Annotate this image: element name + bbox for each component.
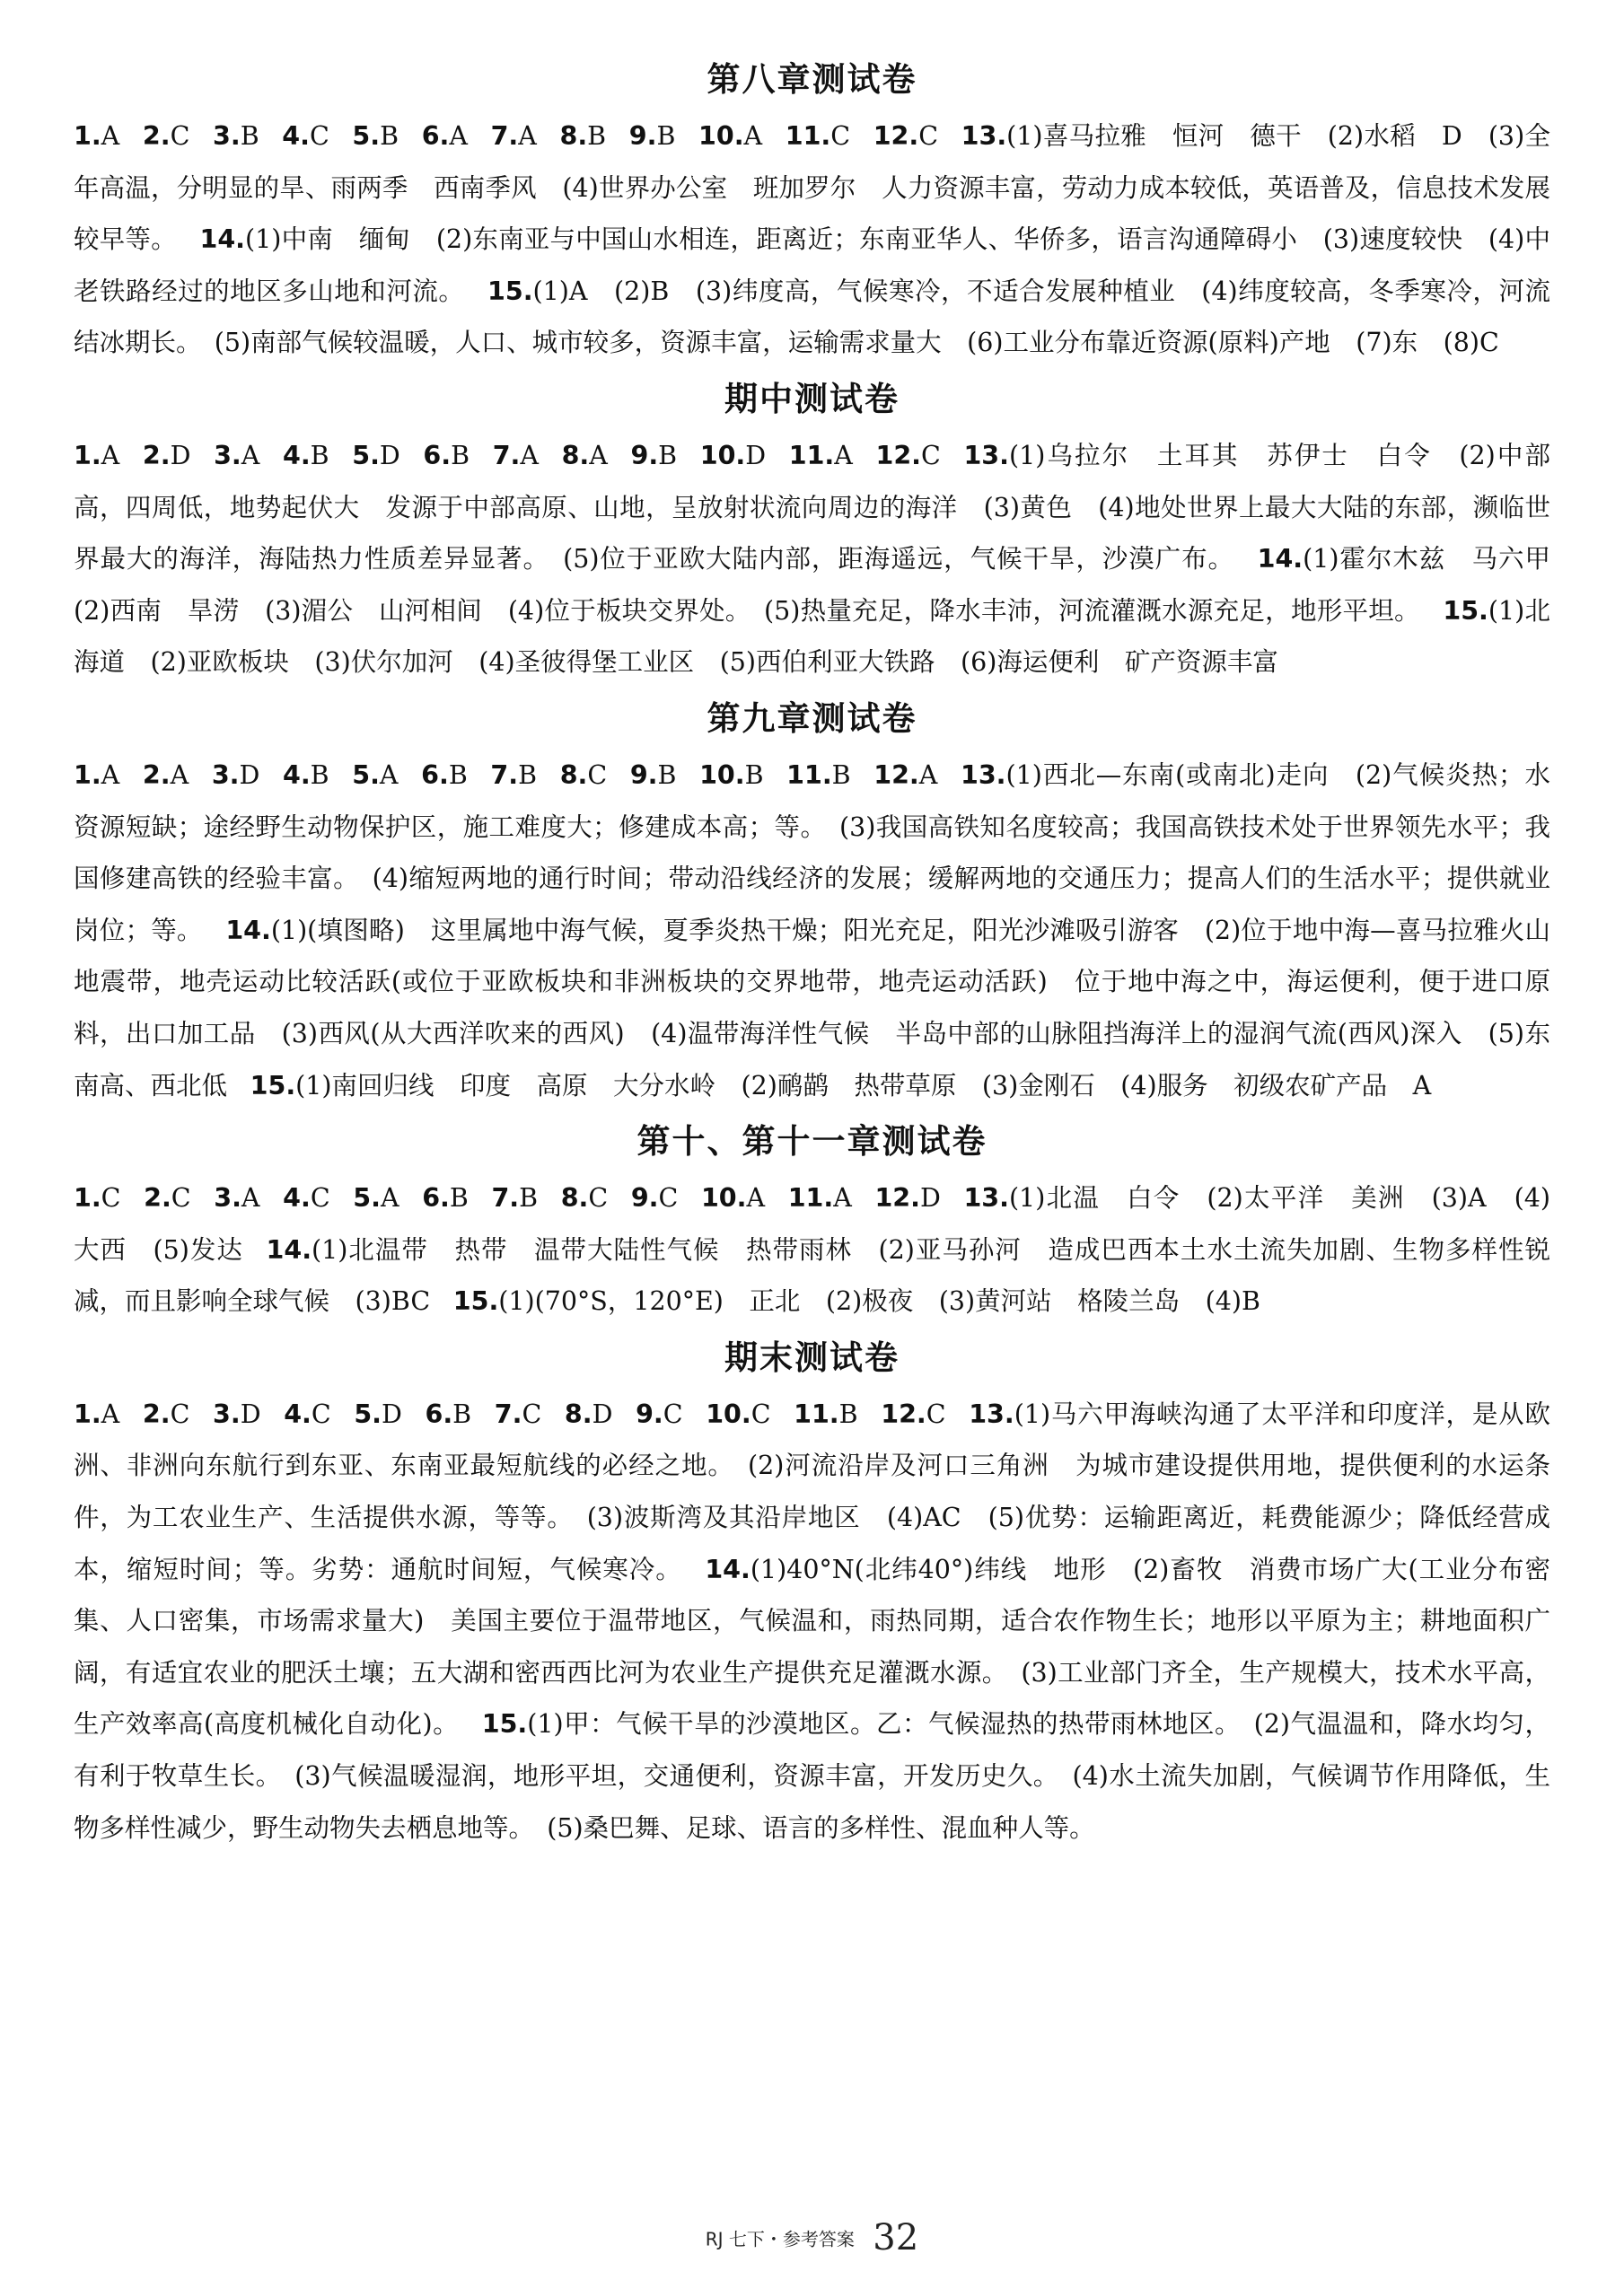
answer-item — [422, 121, 468, 151]
question-number: 10. — [706, 1399, 751, 1429]
question-number: 14. — [199, 224, 245, 255]
answer-text: B — [656, 121, 676, 151]
answer-item — [788, 1183, 852, 1213]
question-number: 12. — [881, 1399, 926, 1429]
answer-text: (1)北温 白令 (2)太平洋 美洲 (3)A (4)大西 (5)发达 — [74, 1183, 1550, 1265]
answer-item — [352, 441, 400, 470]
answer-item — [283, 760, 329, 790]
answer-text: B — [518, 759, 538, 790]
question-number: 13. — [961, 121, 1007, 151]
answer-text: (1)A (2)B (3)纬度高，气候寒冷，不适合发展种植业 (4)纬度较高，冬季寒冷，河流结冰期长。 (5)南部气候较温暖，人口、城市较多，资源丰富，运输需求量大 (6)工业分布靠近资源(原料)产地 (7)东 (8)C — [74, 276, 1550, 358]
answer-paragraph — [74, 430, 1576, 688]
question-number: 13. — [963, 440, 1009, 470]
question-number: 2. — [144, 1183, 171, 1214]
answer-text: B — [240, 121, 259, 151]
question-number: 3. — [214, 1183, 241, 1214]
answer-text: A — [518, 121, 537, 151]
question-number: 9. — [630, 440, 659, 470]
answer-item — [560, 760, 607, 790]
question-number: 4. — [283, 1183, 311, 1214]
answer-text: A — [241, 440, 260, 470]
answer-item — [74, 1183, 120, 1213]
question-number: 5. — [352, 121, 381, 151]
question-number: 3. — [211, 759, 240, 790]
question-number: 1. — [74, 759, 101, 790]
answer-text: B — [657, 759, 677, 790]
answer-text: A — [379, 759, 399, 790]
answer-item — [493, 441, 539, 470]
answer-text: C — [588, 1183, 609, 1214]
answer-item — [212, 760, 260, 790]
answer-text: (1)乌拉尔 土耳其 苏伊士 白令 (2)中部高，四周低，地势起伏大 发源于中部高原、山地，呈放射状流向周边的海洋 (3)黄色 (4)地处世界上最大大陆的东部，濒临世界最大的海洋，海陆热力性质差异显著。 (5)位于亚欧大陆内部，距海遥远，气候干旱，沙漠广布。 — [74, 440, 1550, 574]
question-number: 4. — [282, 121, 310, 151]
question-number: 1. — [74, 121, 101, 151]
question-number: 6. — [421, 121, 450, 151]
answer-item — [876, 441, 941, 470]
question-number: 6. — [425, 1399, 453, 1429]
page-number: 32 — [873, 2217, 919, 2258]
answer-text: B — [451, 440, 470, 470]
question-number: 12. — [875, 440, 921, 470]
answer-text: C — [918, 121, 939, 151]
answer-text: C — [101, 1183, 121, 1214]
answer-text: C — [311, 1399, 331, 1429]
answer-paragraph — [74, 110, 1550, 369]
answer-item — [143, 121, 189, 151]
answer-item — [631, 1183, 678, 1213]
question-number: 1. — [74, 440, 101, 470]
question-number: 4. — [282, 440, 311, 470]
question-number: 15. — [250, 1070, 296, 1101]
answer-item — [214, 441, 259, 470]
answer-text: A — [743, 121, 763, 151]
answer-text: A — [834, 440, 853, 470]
answer-text: A — [833, 1183, 852, 1214]
question-number: 2. — [142, 1399, 171, 1429]
answer-item — [354, 1399, 402, 1429]
answer-item — [282, 121, 329, 151]
answer-text: D — [240, 1399, 261, 1429]
question-number: 14. — [705, 1554, 751, 1584]
answer-text: A — [380, 1183, 399, 1214]
answer-item — [631, 441, 678, 470]
question-number: 5. — [353, 1183, 381, 1214]
question-number: 3. — [213, 1399, 241, 1429]
answer-item — [213, 1399, 261, 1429]
answer-item — [74, 1399, 119, 1429]
question-number: 1. — [74, 1399, 101, 1429]
question-number: 13. — [969, 1399, 1014, 1429]
answer-item — [706, 1399, 770, 1429]
question-number: 11. — [788, 440, 835, 470]
answer-item — [873, 121, 938, 151]
answer-paragraph — [74, 750, 1550, 1111]
question-number: 15. — [1443, 595, 1488, 626]
answer-item — [422, 1183, 469, 1213]
answer-text: A — [101, 759, 120, 790]
answer-text: A — [101, 1399, 120, 1429]
answer-text: B — [449, 1183, 469, 1214]
answer-item — [701, 1183, 765, 1213]
answer-item — [561, 1183, 608, 1213]
answer-text: (1)霍尔木兹 马六甲 (2)西南 旱涝 (3)湄公 山河相间 (4)位于板块交界处。 (5)热量充足，降水丰沛，河流灌溉水源充足，地形平坦。 — [74, 544, 1576, 626]
answer-text: D — [745, 440, 767, 470]
answer-text: D — [592, 1399, 613, 1429]
answer-text: C — [309, 121, 329, 151]
answer-text: D — [239, 759, 260, 790]
answer-item — [699, 760, 763, 790]
question-number: 11. — [785, 121, 831, 151]
question-number: 3. — [213, 121, 241, 151]
answer-item — [353, 1183, 399, 1213]
answer-text: (1)西北—东南(或南北)走向 (2)气候炎热；水资源短缺；途经野生动物保护区，施工难度大；修建成本高；等。 (3)我国高铁知名度较高；我国高铁技术处于世界领先水平；我国修建高铁的经验丰富。 (4)缩短两地的通行时间；带动沿线经济的发展；缓解两地的交通压力；提高人们的生活水平；提供就业岗位；等。 — [74, 759, 1550, 945]
question-number: 9. — [636, 1399, 663, 1429]
question-number: 6. — [421, 759, 449, 790]
answer-text: A — [746, 1183, 766, 1214]
answer-text: D — [379, 440, 400, 470]
answer-item — [700, 441, 766, 470]
answer-item — [352, 121, 399, 151]
question-number: 8. — [559, 121, 588, 151]
answer-text: A — [449, 121, 468, 151]
question-number: 5. — [352, 440, 380, 470]
question-number: 14. — [1257, 544, 1304, 574]
answer-text: B — [658, 440, 678, 470]
question-number: 7. — [492, 440, 521, 470]
answer-text: B — [310, 759, 329, 790]
answer-text: (1)南回归线 印度 高原 大分水岭 (2)鸸鹋 热带草原 (3)金刚石 (4)服务 初级农矿产品 A — [295, 1070, 1432, 1101]
answer-text: (1)喜马拉雅 恒河 德干 (2)水稻 D (3)全年高温，分明显的旱、雨两季 西南季风 (4)世界办公室 班加罗尔 人力资源丰富，劳动力成本较低，英语普及，信息技术发展较早等。 — [74, 121, 1550, 255]
answer-text: (1)(填图略) 这里属地中海气候，夏季炎热干燥；阳光充足，阳光沙滩吸引游客 (2)位于地中海—喜马拉雅火山地震带，地壳运动比较活跃(或位于亚欧板块和非洲板块的交界地带，地壳运动活跃) 位于地中海之中，海运便利，便于进口原料，出口加工品 (3)西风(从大西洋吹来的西风) (4)温带海洋性气候 半岛中部的山脉阻挡海洋上的湿润气流(西风)深入 (5)东南高、西北低 — [74, 915, 1550, 1101]
answer-item — [490, 760, 537, 790]
section-title: 第十、第十一章测试卷 — [636, 1122, 988, 1162]
answer-text: C — [663, 1399, 683, 1429]
question-number: 12. — [874, 1183, 920, 1214]
question-number: 7. — [494, 1399, 522, 1429]
question-number: 11. — [787, 1183, 834, 1214]
answer-text: (1)(70°S，120°E) 正北 (2)极夜 (3)黄河站 格陵兰岛 (4)B — [498, 1286, 1260, 1317]
answer-item — [873, 760, 937, 790]
question-number: 7. — [490, 759, 519, 790]
answer-item — [786, 760, 850, 790]
answer-item — [789, 441, 853, 470]
answer-item — [874, 1183, 940, 1213]
answer-item — [426, 1399, 472, 1429]
answer-item — [794, 1399, 857, 1429]
answer-text: C — [830, 121, 851, 151]
question-number: 8. — [560, 1183, 589, 1214]
answer-item — [74, 121, 119, 151]
answer-item — [881, 1399, 945, 1429]
answer-item — [453, 1286, 1260, 1316]
answer-item — [283, 1183, 329, 1213]
question-number: 3. — [214, 440, 241, 470]
question-number: 8. — [561, 440, 590, 470]
question-number: 2. — [142, 759, 171, 790]
answer-text: A — [589, 440, 608, 470]
answer-text: (1)马六甲海峡沟通了太平洋和印度洋，是从欧洲、非洲向东航行到东亚、东南亚最短航线的必经之地。 (2)河流沿岸及河口三角洲 为城市建设提供用地，提供便利的水运条件，为工农业生产、生活提供水源，等等。 (3)波斯湾及其沿岸地区 (4)AC (5)优势：运输距离近，耗费能源少；降低经营成本，缩短时间；等。劣势：通航时间短，气候寒冷。 — [74, 1399, 1550, 1584]
answer-item — [283, 441, 329, 470]
answer-item — [143, 441, 191, 470]
answer-text: C — [522, 1399, 542, 1429]
sections-container — [74, 53, 1576, 1854]
answer-text: B — [519, 1183, 539, 1214]
question-number: 13. — [961, 759, 1006, 790]
answer-item — [786, 121, 850, 151]
question-number: 7. — [490, 121, 519, 151]
answer-text: (1)中南 缅甸 (2)东南亚与中国山水相连，距离近；东南亚华人、华侨多，语言沟通障碍小 (3)速度较快 (4)中老铁路经过的地区多山地和河流。 — [74, 224, 1550, 306]
answer-text: B — [380, 121, 399, 151]
answer-text: B — [310, 440, 329, 470]
answer-item — [352, 760, 398, 790]
answer-item — [74, 441, 119, 470]
answer-text: C — [921, 440, 941, 470]
answer-item — [214, 1183, 259, 1213]
question-number: 9. — [630, 1183, 659, 1214]
question-number: 15. — [487, 276, 533, 306]
answer-item — [491, 121, 537, 151]
answer-text: D — [919, 1183, 941, 1214]
answer-text: A — [520, 440, 539, 470]
answer-item — [143, 1399, 189, 1429]
answer-text: D — [170, 440, 191, 470]
question-number: 9. — [628, 121, 657, 151]
answer-item — [698, 121, 762, 151]
answer-item — [636, 1399, 682, 1429]
answer-text: B — [587, 121, 607, 151]
section-title: 期末测试卷 — [724, 1337, 900, 1377]
question-number: 10. — [698, 121, 744, 151]
answer-text: (1)甲：气候干旱的沙漠地区。乙：气候湿热的热带雨林地区。 (2)气温温和，降水均匀，有利于牧草生长。 (3)气候温暖湿润，地形平坦，交通便利，资源丰富，开发历史久。 (4)水土流失加剧，气候调节作用降低，生物多样性减少，野生动物失去栖息地等。 (5)桑巴舞、足球、语言的多样性、混血种人等。 — [74, 1709, 1550, 1843]
question-number: 10. — [699, 759, 745, 790]
question-number: 11. — [786, 759, 832, 790]
question-number: 2. — [142, 440, 171, 470]
question-number: 8. — [564, 1399, 593, 1429]
answer-text: C — [658, 1183, 679, 1214]
answer-text: B — [452, 1399, 472, 1429]
answer-text: B — [831, 759, 851, 790]
answer-text: A — [101, 121, 120, 151]
answer-text: A — [918, 759, 938, 790]
answer-text: A — [170, 759, 189, 790]
question-number: 9. — [629, 759, 658, 790]
section-title: 第八章测试卷 — [707, 60, 917, 99]
question-number: 13. — [963, 1183, 1009, 1214]
answer-item — [144, 1183, 190, 1213]
answer-item — [250, 1071, 1432, 1101]
question-number: 10. — [700, 1183, 747, 1214]
answer-key-page — [74, 49, 1576, 1854]
answer-text: (1)北海道 (2)亚欧板块 (3)伏尔加河 (4)圣彼得堡工业区 (5)西伯利亚大铁路 (6)海运便利 矿产资源丰富 — [74, 595, 1550, 678]
question-number: 8. — [559, 759, 588, 790]
question-number: 7. — [491, 1183, 520, 1214]
answer-item — [74, 760, 119, 790]
answer-text: B — [838, 1399, 858, 1429]
question-number: 5. — [354, 1399, 382, 1429]
answer-text: C — [926, 1399, 946, 1429]
question-number: 6. — [423, 440, 452, 470]
section-title: 期中测试卷 — [724, 379, 900, 418]
question-number: 10. — [699, 440, 746, 470]
answer-text: A — [101, 440, 120, 470]
question-number: 11. — [794, 1399, 839, 1429]
answer-text: C — [171, 1183, 191, 1214]
answer-text: B — [744, 759, 764, 790]
answer-item — [143, 760, 189, 790]
answer-item — [213, 121, 259, 151]
question-number: 12. — [873, 121, 919, 151]
answer-item — [565, 1399, 613, 1429]
question-number: 12. — [873, 759, 919, 790]
answer-item — [630, 760, 677, 790]
answer-item — [562, 441, 608, 470]
answer-text: D — [382, 1399, 402, 1429]
answer-text: B — [448, 759, 468, 790]
answer-item — [495, 1399, 541, 1429]
answer-item — [560, 121, 607, 151]
answer-text: C — [170, 121, 190, 151]
question-number: 5. — [352, 759, 380, 790]
answer-text: C — [310, 1183, 330, 1214]
answer-paragraph — [74, 1389, 1550, 1854]
question-number: 14. — [225, 915, 271, 945]
footer-label: RJ 七下・参考答案 — [705, 2228, 855, 2250]
page-footer — [0, 2217, 1624, 2258]
answer-item — [629, 121, 676, 151]
answer-text: (1)40°N(北纬40°)纬线 地形 (2)畜牧 消费市场广大(工业分布密集、人口密集，市场需求量大) 美国主要位于温带地区，气候温和，雨热同期，适合农作物生长；地形以平原为主；耕地面积广阔，有适宜农业的肥沃土壤；五大湖和密西西比河为农业生产提供充足灌溉水源。 (3)工业部门齐全，生产规模大，技术水平高，生产效率高(高度机械化自动化)。 — [74, 1554, 1550, 1740]
question-number: 1. — [74, 1183, 101, 1214]
question-number: 2. — [142, 121, 171, 151]
answer-item — [421, 760, 468, 790]
answer-paragraph — [74, 1172, 1550, 1328]
answer-text: A — [241, 1183, 260, 1214]
question-number: 15. — [481, 1709, 528, 1740]
question-number: 6. — [422, 1183, 450, 1214]
question-number: 4. — [282, 759, 311, 790]
question-number: 14. — [266, 1234, 312, 1265]
answer-item — [423, 441, 470, 470]
answer-text: (1)北温带 热带 温带大陆性气候 热带雨林 (2)亚马孙河 造成巴西本土水土流失加剧、生物多样性锐减，而且影响全球气候 (3)BC — [74, 1234, 1550, 1317]
question-number: 4. — [284, 1399, 312, 1429]
question-number: 15. — [452, 1286, 499, 1317]
section-title: 第九章测试卷 — [707, 698, 917, 738]
answer-item — [284, 1399, 330, 1429]
answer-text: C — [170, 1399, 190, 1429]
answer-text: C — [587, 759, 608, 790]
answer-text: C — [751, 1399, 771, 1429]
answer-item — [491, 1183, 538, 1213]
